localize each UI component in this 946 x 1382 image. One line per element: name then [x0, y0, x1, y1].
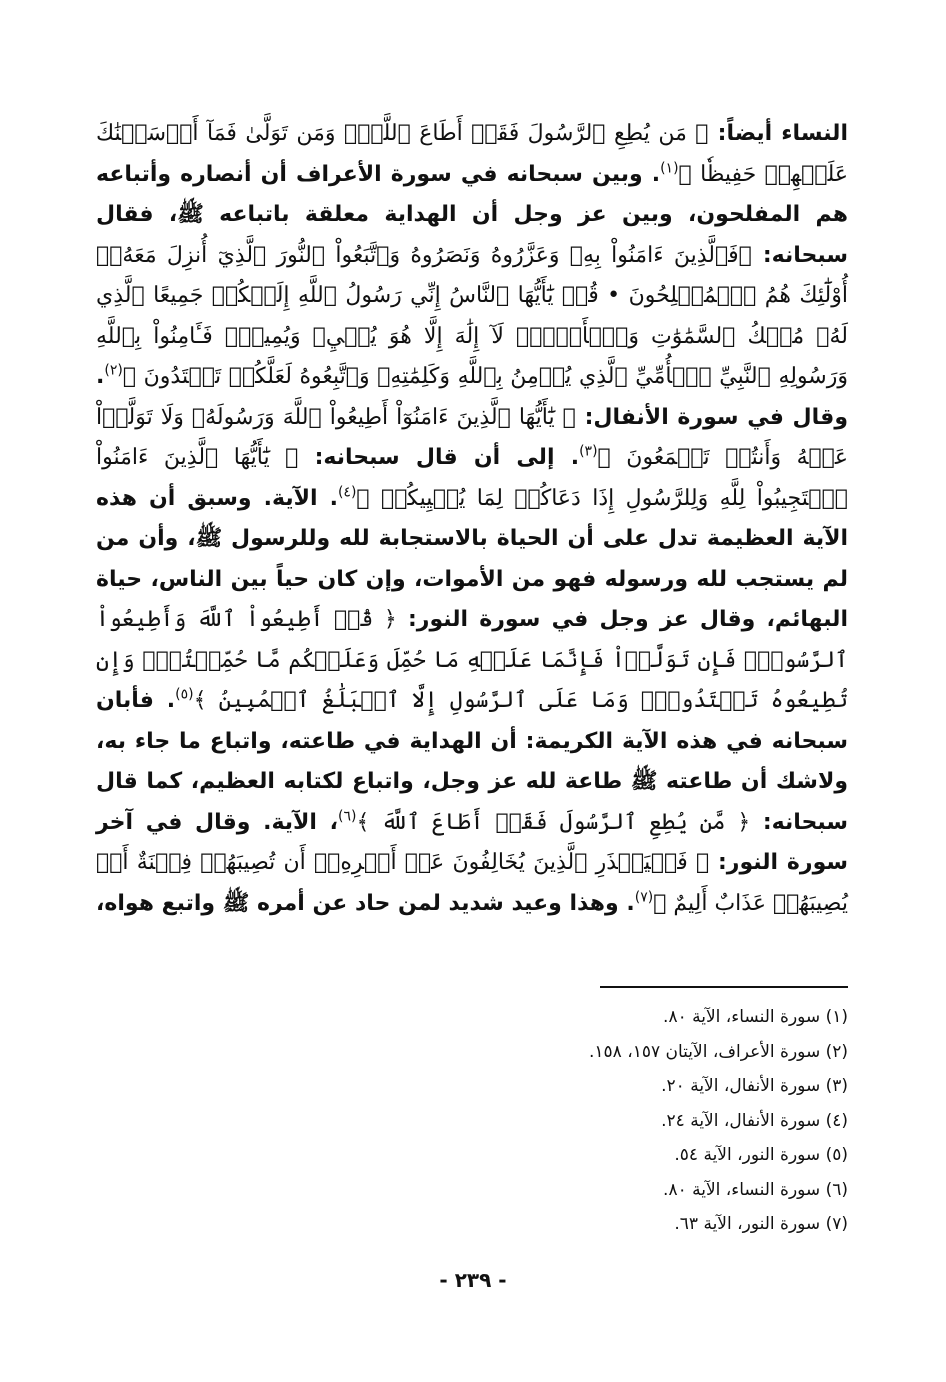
- footnote-ref: (٤): [337, 484, 357, 501]
- footnote-ref: (٢): [104, 362, 123, 379]
- footnote-ref: (٥): [175, 686, 194, 703]
- text-segment: . فأبان سبحانه في هذه الآية الكريمة: أن الهداية في طاعته، واتباع ما جاء به، ولاشك أن طاعته ﷺ طاعة لله عز وجل، واتباع لكتابه العظيم، كما قال سبحانه:: [96, 688, 849, 835]
- footnote: (٧) سورة النور، الآية ٦٣.: [674, 1214, 848, 1234]
- text-segment: . وبين سبحانه في سورة الأعراف أن أنصاره وأتباعه هم المفلحون، وبين عز وجل أن الهداية معلقة باتباعه ﷺ، فقال سبحانه:: [96, 161, 848, 268]
- footnote: (٥) سورة النور، الآية ٥٤.: [674, 1145, 848, 1165]
- quran-verse: ﴿ مَن يُطِعِ ٱلرَّسُولَ فَقَدۡ أَطَاعَ ٱللَّهَۖ وَمَن تَوَلَّىٰ فَمَآ أَرۡسَلۡنَٰكَ عَلَيۡهِمۡ حَفِيظٗا ﴾: [96, 121, 848, 187]
- main-text: [96, 114, 848, 924]
- footnote: (٣) سورة الأنفال، الآية ٢٠.: [661, 1076, 848, 1096]
- quran-verse: ﴿ قُلۡ أَطِيعُواْ ٱللَّهَ وَأَطِيعُواْ ٱلرَّسُولَۖ فَإِن تَوَلَّوۡاْ فَإِنَّمَا عَلَيۡهِ مَا حُمِّلَ وَعَلَيۡكُم مَّا حُمِّلۡتُمۡۖ وَإِن تُطِيعُوهُ تَهۡتَدُواْۚ وَمَا عَلَى ٱلرَّسُولِ إِلَّا ٱلۡبَلَٰغُ ٱلۡمُبِينُ ﴾: [96, 607, 849, 713]
- footnote: (٢) سورة الأعراف، الآيتان ١٥٧، ١٥٨.: [589, 1041, 848, 1062]
- footnote-separator: [600, 986, 848, 988]
- footnote-ref: (٦): [337, 808, 357, 825]
- page-number: - ٢٣٩ -: [439, 1268, 507, 1292]
- text-segment: . الآية. وسبق أن هذه الآية العظيمة تدل على أن الحياة بالاستجابة لله وللرسول ﷺ، وأن من لم يستجب لله ورسوله فهو من الأموات، وإن كان حياً بين الناس، حياة البهائم، وقال عز وجل في سورة النور:: [96, 485, 848, 632]
- quran-verse: ﴿ يَٰٓأَيُّهَا ٱلَّذِينَ ءَامَنُواْ ٱسۡتَجِيبُواْ لِلَّهِ وَلِلرَّسُولِ إِذَا دَعَاكُمۡ لِمَا يُحۡيِيكُمۡ ﴾: [96, 445, 848, 511]
- footnote-ref: (١): [660, 160, 679, 177]
- footnote: (٤) سورة الأنفال، الآية ٢٤.: [661, 1110, 848, 1131]
- quran-verse: ﴿ فَلۡيَحۡذَرِ ٱلَّذِينَ يُخَالِفُونَ عَنۡ أَمۡرِهِۦٓ أَن تُصِيبَهُمۡ فِتۡنَةٌ أَوۡ يُصِيبَهُمۡ عَذَابٌ أَلِيمٌ ﴾: [96, 850, 848, 916]
- text-segment: ، الآية. وقال في آخر سورة النور:: [96, 809, 848, 875]
- text-segment: . إلى أن قال سبحانه:: [298, 445, 580, 470]
- text-segment: النساء أيضاً:: [708, 121, 848, 146]
- footnote: (٦) سورة النساء، الآية ٨٠.: [663, 1179, 848, 1200]
- text-segment: . وقال في سورة الأنفال:: [96, 364, 848, 430]
- paragraph: [96, 114, 848, 924]
- quran-verse: ﴿ يَٰٓأَيُّهَا ٱلَّذِينَ ءَامَنُوٓاْ أَطِيعُواْ ٱللَّهَ وَرَسُولَهُۥ وَلَا تَوَلَّوۡاْ عَنۡهُ وَأَنتُمۡ تَسۡمَعُونَ ﴾: [96, 404, 849, 470]
- text-segment: . وهذا وعيد شديد لمن حاد عن أمره ﷺ واتبع هواه،: [96, 890, 635, 916]
- quran-verse: ﴿ مَّن يُطِعِ ٱلرَّسُولَ فَقَدۡ أَطَاعَ ٱللَّهَ ﴾: [356, 809, 751, 835]
- footnote-ref: (٣): [579, 443, 598, 460]
- quran-verse: ﴿فَٱلَّذِينَ ءَامَنُواْ بِهِۦ وَعَزَّرُوهُ وَنَصَرُوهُ وَٱتَّبَعُواْ ٱلنُّورَ ٱلَّذِيٓ أُنزِلَ مَعَهُۥٓ أُوْلَٰٓئِكَ هُمُ ٱلۡمُفۡلِحُونَ • قُلۡ يَٰٓأَيُّهَا ٱلنَّاسُ إِنِّي رَسُولُ ٱللَّهِ إِلَيۡكُمۡ جَمِيعًا ٱلَّذِي لَهُۥ مُلۡكُ ٱلسَّمَٰوَٰتِ وَٱلۡأَرۡضِۖ لَآ إِلَٰهَ إِلَّا هُوَ يُحۡيِۦ وَيُمِيتُۖ فَـَٔامِنُواْ بِٱللَّهِ وَرَسُولِهِ ٱلنَّبِيِّ ٱلۡأُمِّيِّ ٱلَّذِي يُؤۡمِنُ بِٱللَّهِ وَكَلِمَٰتِهِۦ وَٱتَّبِعُوهُ لَعَلَّكُمۡ تَهۡتَدُونَ ﴾: [96, 242, 848, 389]
- footnote-ref: (٧): [634, 889, 654, 906]
- footnote: (١) سورة النساء، الآية ٨٠.: [663, 1007, 848, 1027]
- footnotes-list: [428, 1000, 848, 1242]
